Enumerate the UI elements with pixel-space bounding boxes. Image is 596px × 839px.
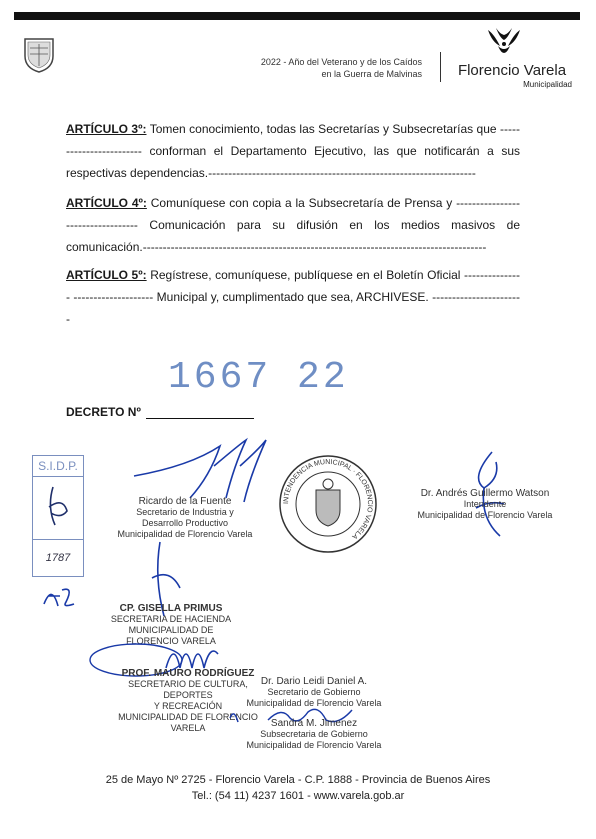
seal-text: INTENDENCIA MUNICIPAL · FLORENCIO VARELA bbox=[282, 458, 374, 541]
municipal-shield-icon bbox=[22, 36, 56, 74]
signer-org: Municipalidad de Florencio Varela bbox=[246, 740, 382, 750]
year-slogan bbox=[238, 56, 422, 80]
signer-role: SECRETARIO DE CULTURA, DEPORTES bbox=[128, 679, 248, 700]
signer-org: MUNICIPALIDAD DE FLORENCIO VARELA bbox=[118, 712, 258, 733]
signer-name: CP. GISELLA PRIMUS bbox=[119, 603, 223, 614]
footer-line-1: 25 de Mayo Nº 2725 - Florencio Varela - C.P. 1888 - Provincia de Buenos Aires bbox=[105, 774, 491, 786]
article-4-title: ARTÍCULO 4º: bbox=[66, 196, 147, 210]
sidp-number: 1787 bbox=[45, 552, 71, 564]
slogan-line-1: 2022 - Año del Veterano y de los Caídos bbox=[260, 57, 422, 67]
article-5 bbox=[66, 264, 520, 330]
decreto-underline bbox=[146, 418, 254, 419]
slogan-line-2: en la Guerra de Malvinas bbox=[321, 69, 422, 79]
footer-line-2: Tel.: (54 11) 4237 1601 - www.varela.gob.ar bbox=[191, 790, 405, 802]
signer-role: Secretario de Gobierno bbox=[267, 687, 361, 697]
signer-name: Sandra M. Jimenez bbox=[270, 718, 358, 729]
sidp-initials-mark bbox=[33, 477, 81, 537]
signer-org: Municipalidad de Florencio Varela bbox=[417, 510, 553, 520]
brand-name: Florencio Varela bbox=[457, 62, 567, 79]
signer-role: Desarrollo Productivo bbox=[141, 518, 229, 528]
signature-block-puente bbox=[110, 496, 260, 540]
signer-org: Municipalidad de Florencio Varela bbox=[117, 529, 253, 539]
article-3-title: ARTÍCULO 3º: bbox=[66, 122, 147, 136]
header-divider bbox=[440, 52, 441, 82]
signer-name: Ricardo de la Fuente bbox=[138, 496, 232, 507]
footer-address bbox=[60, 772, 536, 804]
signer-name: PROF. MAURO RODRÍGUEZ bbox=[121, 668, 255, 679]
signer-org: Municipalidad de Florencio Varela bbox=[246, 698, 382, 708]
article-3-text: Tomen conocimiento, todas las Secretarías y Subsecretarías que ----- ------------------- conforman el Departamento Ejecutivo, las que notificarán a sus respectivas dependencias.------------------------------------------------------------------- bbox=[66, 122, 520, 180]
top-border-bar bbox=[14, 12, 580, 20]
signer-role: Subsecretaria de Gobierno bbox=[260, 729, 368, 739]
article-5-text: Regístrese, comuníquese, publíquese en el Boletín Oficial --------------- -------------------- Municipal y, cumplimentado que sea, ARCHIVESE. ----------------------- bbox=[66, 268, 520, 326]
signature-block-watson bbox=[410, 488, 560, 521]
signer-name: Dr. Andrés Guillermo Watson bbox=[420, 488, 550, 499]
sidp-initial-cell bbox=[33, 477, 83, 540]
signer-role: Y RECREACIÓN bbox=[153, 701, 223, 711]
brand-subtitle: Municipalidad bbox=[523, 80, 572, 89]
decreto-label: DECRETO Nº bbox=[66, 405, 141, 419]
sidp-title: S.I.D.P. bbox=[33, 456, 83, 477]
initials-mark bbox=[40, 580, 80, 610]
article-3 bbox=[66, 118, 520, 184]
municipal-seal-stamp bbox=[276, 452, 380, 556]
sidp-stamp-box bbox=[32, 455, 84, 577]
signature-block-jimenez bbox=[244, 718, 384, 751]
florencio-varela-logo-icon bbox=[484, 26, 524, 62]
decree-number-stamp: 1667 22 bbox=[168, 356, 349, 399]
article-4-text: Comuníquese con copia a la Subsecretaría de Prensa y ---------------- ------------------ Comunicación para su difusión en los medios masivos de comunicación.-------------------------------------------------------------------------------------- bbox=[66, 196, 521, 254]
signer-role: Secretario de Industria y bbox=[136, 507, 234, 517]
signer-org: MUNICIPALIDAD DE FLORENCIO VARELA bbox=[126, 625, 216, 646]
signer-name: Dr. Dario Leidi Daniel A. bbox=[260, 676, 368, 687]
signer-role: Intendente bbox=[463, 499, 507, 509]
article-5-title: ARTÍCULO 5º: bbox=[66, 268, 147, 282]
signer-role: SECRETARIA DE HACIENDA bbox=[110, 614, 232, 624]
article-4 bbox=[66, 192, 520, 258]
